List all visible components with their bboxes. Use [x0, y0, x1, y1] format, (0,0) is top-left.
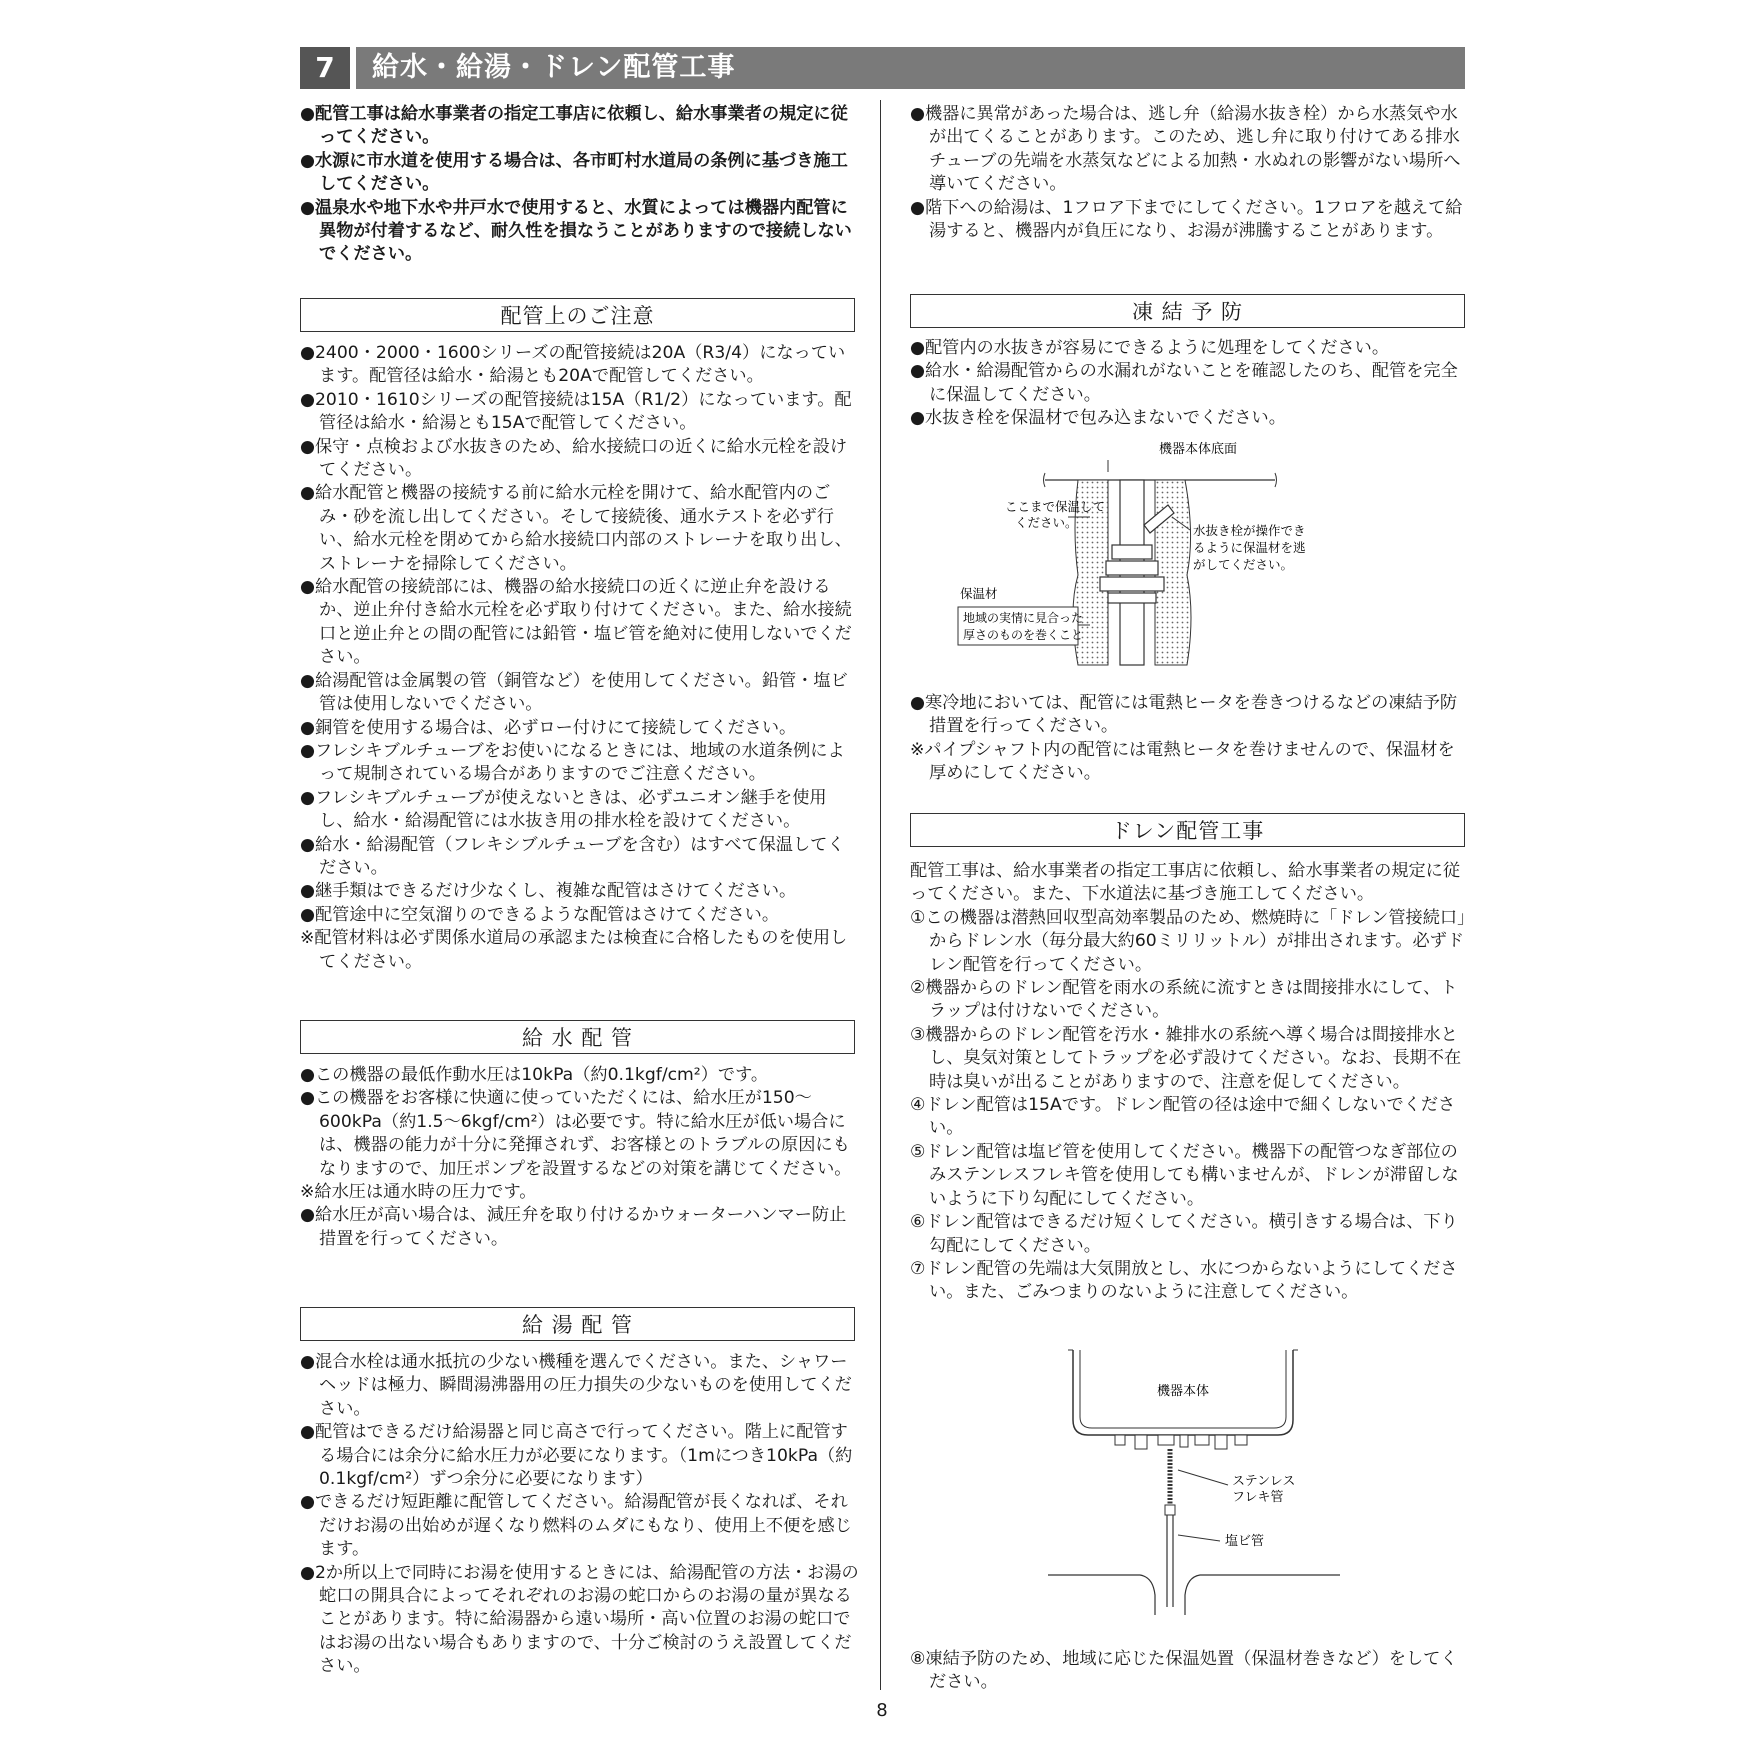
- pipe-joint: [1165, 1505, 1175, 1515]
- pipe-fitting: [1106, 561, 1158, 575]
- list-item: ●階下への給湯は、1フロア下までにしてください。1フロアを越えて給湯すると、機器内が負圧になり、お湯が沸騰することがあります。: [910, 197, 1463, 242]
- drain-last: [910, 1648, 1465, 1695]
- freeze-after-list: [910, 692, 1465, 786]
- intro-item: ●配管工事は給水事業者の指定工事店に依頼し、給水事業者の規定に従ってください。: [300, 104, 848, 148]
- diagram-label: がしてください。: [1193, 557, 1294, 572]
- section-number: 7: [300, 47, 350, 89]
- list-item: ※配管材料は必ず関係水道局の承認または検査に合格したものを使用してください。: [300, 928, 848, 972]
- column-divider: [880, 100, 881, 1690]
- list-item: ●銅管を使用する場合は、必ずロー付けにて接続してください。: [300, 717, 797, 738]
- pipe-fitting: [1100, 577, 1164, 591]
- list-item: ※パイプシャフト内の配管には電熱ヒータを巻けませんので、保温材を厚めにしてください。: [910, 739, 1455, 784]
- pipe-fitting: [1108, 593, 1156, 603]
- list-item: ●この機器をお客様に快適に使っていただくには、給水圧が150～600kPa（約1.5～6kgf/cm²）は必要です。特に給水圧が低い場合には、機器の能力が十分に発揮されず、お客様とのトラブルの原因にもなりますので、加圧ポンプを設置するなどの対策を講じてください。: [300, 1088, 852, 1179]
- freeze-heading: 凍 結 予 防: [910, 294, 1465, 328]
- diagram-leader: [1178, 1470, 1228, 1485]
- intro-item: ●水源に市水道を使用する場合は、各市町村水道局の条例に基づき施工してください。: [300, 150, 848, 195]
- list-item: ●給水・給湯配管（フレキシブルチューブを含む）はすべて保温してください。: [300, 834, 845, 878]
- hot-water-heading: 給 湯 配 管: [300, 1307, 855, 1341]
- diagram-label: るように保温材を逃: [1193, 540, 1306, 555]
- list-item: ①この機器は潜熱回収型高効率製品のため、燃焼時に「ドレン管接続口」からドレン水（毎分最大約60ミリリットル）が排出されます。必ずドレン配管を行ってください。: [910, 907, 1466, 975]
- list-item: ⑥ドレン配管はできるだけ短くしてください。横引きする場合は、下り勾配にしてください。: [910, 1212, 1458, 1256]
- diagram-label: 機器本体底面: [1158, 442, 1238, 457]
- list-item: ●配管はできるだけ給湯器と同じ高さで行ってください。階上に配管する場合には余分に給水圧力が必要になります。（1mにつき10kPa（約0.1kgf/cm²）ずつ余分に必要になります）: [300, 1422, 853, 1490]
- diagram-leader: [1178, 1535, 1220, 1541]
- list-item: ●配管内の水抜きが容易にできるように処理をしてください。: [910, 338, 1390, 358]
- floor-line: [1048, 1575, 1340, 1615]
- diagram-label: 地域の実情に見合った: [963, 611, 1084, 625]
- list-item: ④ドレン配管は15Aです。ドレン配管の径は途中で細くしないでください。: [910, 1095, 1456, 1139]
- drain-intro: 配管工事は、給水事業者の指定工事店に依頼し、給水事業者の規定に従ってください。また、下水道法に基づき施工してください。: [910, 861, 1461, 905]
- water-supply-heading: 給 水 配 管: [300, 1020, 855, 1054]
- insulation-material: [1155, 480, 1191, 665]
- list-item: ●2400・2000・1600シリーズの配管接続は20A（R3/4）になっています。配管径は給水・給湯とも20Aで配管してください。: [300, 343, 846, 387]
- drain-diagram: [1040, 1345, 1350, 1635]
- diagram-label: 機器本体: [1156, 1384, 1210, 1399]
- list-item: ※給水圧は通水時の圧力です。: [300, 1182, 537, 1203]
- list-item: ●給水圧が高い場合は、減圧弁を取り付けるかウォーターハンマー防止措置を行ってください。: [300, 1205, 847, 1249]
- unit-bottom-line: [1044, 473, 1046, 487]
- banner-separator: [350, 47, 356, 89]
- list-item: ●保守・点検および水抜きのため、給水接続口の近くに給水元栓を設けてください。: [300, 436, 848, 481]
- list-item: ⑧凍結予防のため、地域に応じた保温処置（保温材巻きなど）をしてください。: [910, 1649, 1458, 1693]
- list-item: ●2010・1610シリーズの配管接続は15A（R1/2）になっています。配管径は給水・給湯とも15Aで配管してください。: [300, 389, 852, 434]
- pipe-fitting: [1112, 545, 1152, 559]
- freeze-list: [910, 337, 1465, 431]
- list-item: ●2か所以上で同時にお湯を使用するときには、給湯配管の方法・お湯の蛇口の開具合によってそれぞれのお湯の蛇口からのお湯の量が異なることがあります。特に給湯器から遠い場所・高い位置のお湯の蛇口ではお湯の出ない場合もありますので、十分ご検討のうえ設置してください。: [300, 1562, 859, 1677]
- piping-notes-list: [300, 342, 860, 974]
- list-item: ●機器に異常があった場合は、逃し弁（給湯水抜き栓）から水蒸気や水が出てくることがあります。このため、逃し弁に取り付けてある排水チューブの先端を水蒸気などによる加熱・水ぬれの影響がない場所へ導いてください。: [910, 104, 1461, 195]
- list-item: ⑤ドレン配管は塩ビ管を使用してください。機器下の配管つなぎ部位のみステンレスフレキ管を使用しても構いませんが、ドレンが滞留しないように下り勾配にしてください。: [910, 1141, 1459, 1209]
- piping-notes-heading: 配管上のご注意: [300, 298, 855, 332]
- diagram-label: 塩ビ管: [1225, 1534, 1265, 1549]
- drain-list: [910, 860, 1470, 1305]
- list-item: ●水抜き栓を保温材で包み込まないでください。: [910, 408, 1286, 429]
- list-item: ●給水・給湯配管からの水漏れがないことを確認したのち、配管を完全に保温してください。: [910, 361, 1458, 405]
- list-item: ●給湯配管は金属製の管（銅管など）を使用してください。鉛管・塩ビ管は使用しないでください。: [300, 670, 848, 715]
- list-item: ●給水配管と機器の接続する前に給水元栓を開けて、給水配管内のごみ・砂を流し出してください。そして接続後、通水テストを必ず行い、給水元栓を閉めてから給水接続口内部のストレーナを取り出し、ストレーナを掃除してください。: [300, 483, 852, 574]
- list-item: ●給水配管の接続部には、機器の給水接続口の近くに逆止弁を設けるか、逆止弁付き給水元栓を必ず取り付けてください。また、給水接続口と逆止弁との間の配管には鉛管・塩ビ管を絶対に使用しないでください。: [300, 577, 852, 668]
- pvc-pipe: [1167, 1515, 1173, 1607]
- list-item: ●混合水栓は通水抵抗の少ない機種を選んでください。また、シャワーヘッドは極力、瞬間湯沸器用の圧力損失の少ないものを使用してください。: [300, 1352, 852, 1419]
- intro-list: [300, 103, 855, 267]
- list-item: ●フレシキブルチューブをお使いになるときには、地域の水道条例によって規制されている場合がありますのでご注意ください。: [300, 740, 845, 785]
- list-item: ②機器からのドレン配管を雨水の系統に流すときは間接排水にして、トラップは付けないでください。: [910, 978, 1458, 1022]
- intro-item: ●温泉水や地下水や井戸水で使用すると、水質によっては機器内配管に異物が付着するなど、耐久性を損なうことがありますので接続しないでください。: [300, 197, 852, 265]
- list-item: ●寒冷地においては、配管には電熱ヒータを巻きつけるなどの凍結予防措置を行ってください。: [910, 693, 1458, 737]
- water-supply-list: [300, 1064, 860, 1251]
- diagram-label: 水抜き栓が操作でき: [1193, 523, 1306, 538]
- drain-heading: ドレン配管工事: [910, 813, 1465, 847]
- diagram-label: ください。: [1015, 515, 1078, 530]
- diagram-label: フレキ管: [1232, 1490, 1284, 1505]
- right-intro-list: [910, 103, 1465, 243]
- list-item: ⑦ドレン配管の先端は大気開放とし、水につからないようにしてください。また、ごみつまりのないように注意してください。: [910, 1258, 1458, 1303]
- insulation-diagram: [940, 435, 1306, 670]
- list-item: ③機器からのドレン配管を汚水・雑排水の系統へ導く場合は間接排水とし、臭気対策としてトラップを必ず設けてください。なお、長期不在時は臭いが出ることがありますので、注意を促してください。: [910, 1024, 1462, 1092]
- diagram-label: 厚さのものを巻くこと: [963, 628, 1084, 642]
- list-item: ●フレシキブルチューブが使えないときは、必ずユニオン継手を使用し、給水・給湯配管には水抜き用の排水栓を設けてください。: [300, 787, 827, 832]
- list-item: ●できるだけ短距離に配管してください。給湯配管が長くなれば、それだけお湯の出始めが遅くなり燃料のムダにもなり、使用上不便を感じます。: [300, 1492, 852, 1560]
- page-number: 8: [876, 1700, 888, 1721]
- list-item: ●継手類はできるだけ少なくし、複雑な配管はさけてください。: [300, 881, 797, 902]
- hot-water-list: [300, 1351, 860, 1679]
- unit-fittings: [1115, 1435, 1247, 1449]
- diagram-label: ステンレス: [1232, 1474, 1296, 1489]
- section-title: 給水・給湯・ドレン配管工事: [372, 52, 736, 83]
- section-banner: [300, 47, 1465, 89]
- diagram-label: 保温材: [960, 586, 998, 601]
- diagram-label: ここまで保温して: [1005, 499, 1106, 514]
- list-item: ●この機器の最低作動水圧は10kPa（約0.1kgf/cm²）です。: [300, 1065, 769, 1085]
- list-item: ●配管途中に空気溜りのできるような配管はさけてください。: [300, 904, 780, 925]
- unit-bottom-line: [1275, 473, 1277, 487]
